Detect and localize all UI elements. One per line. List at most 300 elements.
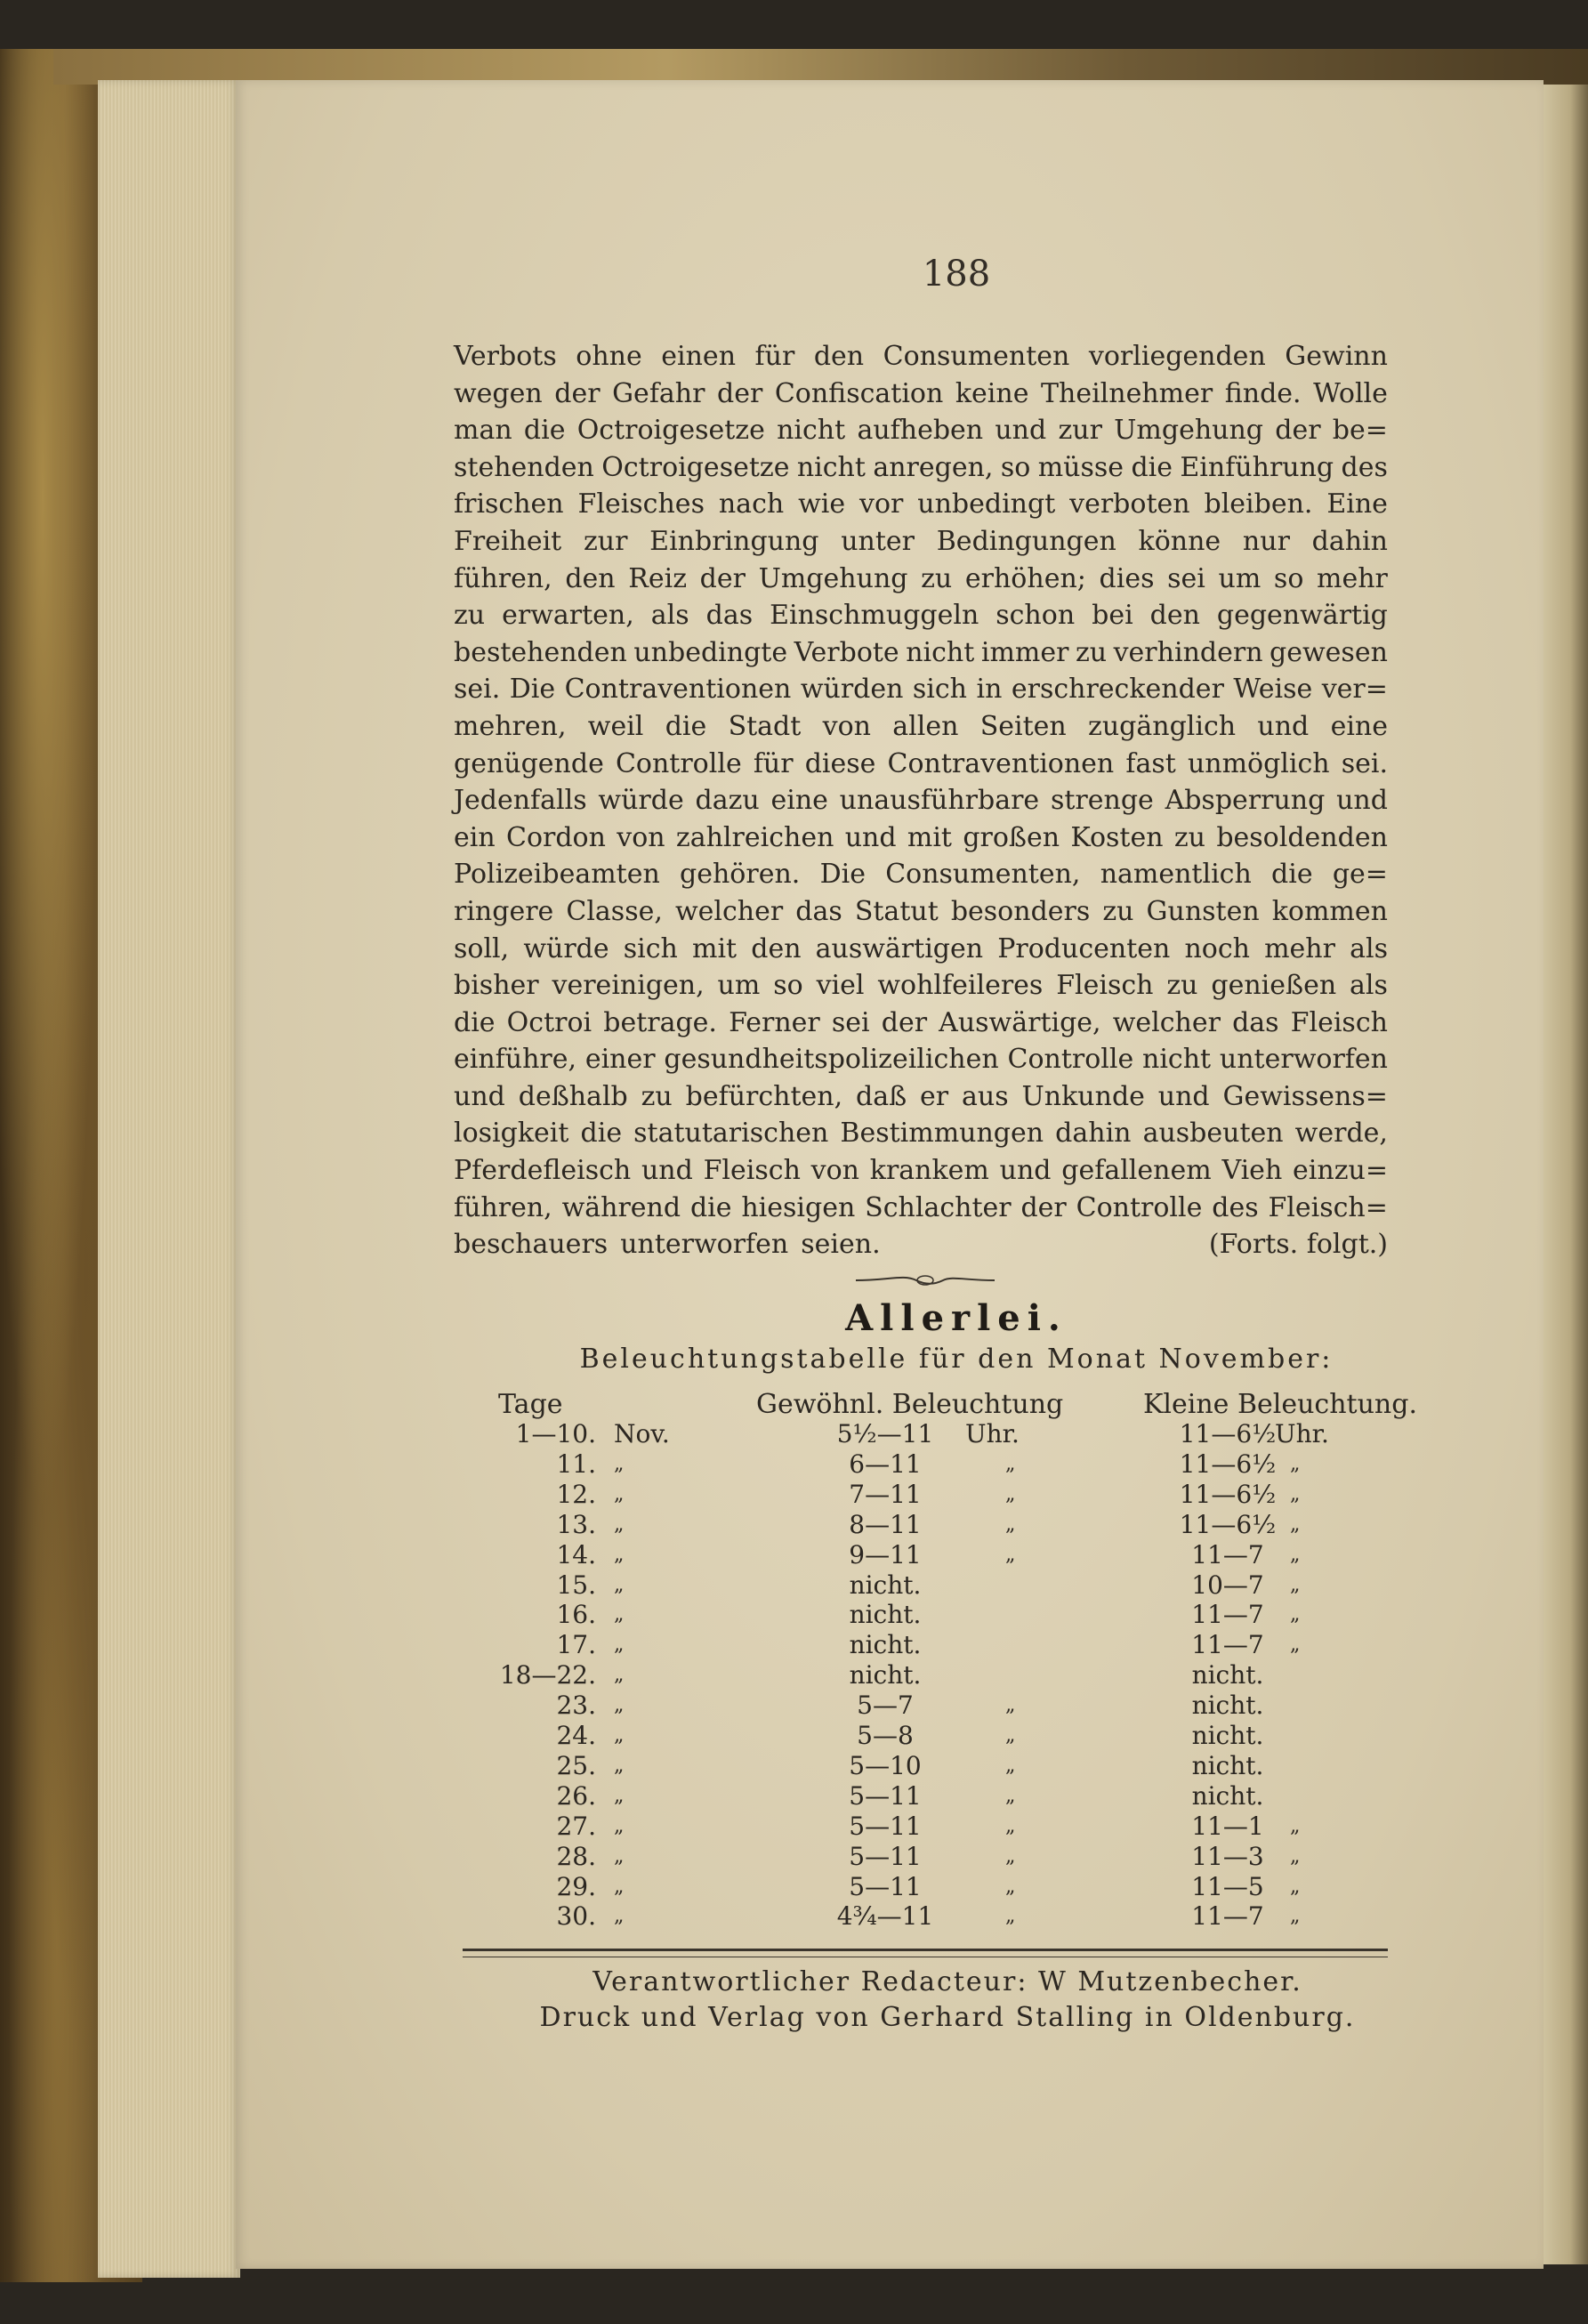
- continuation-note: (Forts. folgt.): [1208, 1229, 1388, 1261]
- word: kommen: [1271, 895, 1388, 927]
- word: führen,: [454, 1191, 552, 1223]
- row-regular-time: 4¾—11: [836, 1901, 934, 1932]
- row-regular-time: 5—11: [849, 1811, 922, 1841]
- row-small-time: nicht.: [1191, 1691, 1264, 1721]
- word: nicht: [796, 451, 866, 483]
- row-regular-time: 5—8: [857, 1721, 914, 1750]
- row-regular-time: 5—7: [857, 1691, 914, 1721]
- word: von: [822, 710, 871, 742]
- word: sei: [1167, 562, 1205, 594]
- word: aus: [962, 1080, 1009, 1112]
- row-regular-suffix: „: [1005, 1875, 1016, 1898]
- word: be=: [1332, 415, 1388, 447]
- row-month: „: [614, 1513, 625, 1536]
- row-small-time: 11—6½: [1179, 1419, 1277, 1448]
- word: und: [1336, 785, 1388, 817]
- row-regular-suffix: „: [1005, 1482, 1016, 1505]
- footer-rule: [463, 1949, 1388, 1957]
- row-day: 25.: [556, 1750, 596, 1780]
- word: weil: [587, 710, 644, 742]
- word: würde: [523, 932, 609, 964]
- word: führen,: [454, 562, 552, 594]
- word: Unkunde: [1021, 1080, 1145, 1112]
- word: den: [1149, 600, 1200, 632]
- row-day: 24.: [556, 1721, 596, 1750]
- word: unbedingt: [917, 488, 1056, 520]
- word: Cordon: [505, 821, 606, 853]
- row-regular-time: nicht.: [849, 1660, 922, 1691]
- word: besoldenden: [1216, 821, 1388, 853]
- word: Umgehung: [758, 562, 908, 594]
- word: Gefahr: [612, 377, 705, 409]
- row-day: 13.: [556, 1509, 596, 1539]
- row-regular-suffix: Uhr.: [965, 1419, 1020, 1448]
- word: erschreckender: [1011, 674, 1224, 706]
- word: deßhalb: [518, 1080, 628, 1112]
- word: Eine: [1326, 488, 1388, 520]
- row-day: 1—10.: [515, 1419, 596, 1448]
- word: sich: [912, 674, 968, 706]
- word: Einbringung: [649, 525, 819, 557]
- row-regular-suffix: „: [1005, 1724, 1016, 1747]
- word: nach: [718, 488, 785, 520]
- row-small-suffix: „: [1290, 1844, 1301, 1868]
- word: nicht: [777, 415, 846, 447]
- row-small-time: 11—1: [1191, 1811, 1264, 1841]
- word: den: [751, 932, 802, 964]
- row-month: „: [614, 1634, 625, 1657]
- word: für: [753, 747, 794, 779]
- word: sei: [831, 1006, 870, 1038]
- row-small-time: 11—6½: [1179, 1479, 1277, 1509]
- word: soll,: [454, 932, 510, 964]
- word: mehr: [1317, 562, 1388, 594]
- word: betrage.: [603, 1006, 717, 1038]
- row-day: 17.: [556, 1630, 596, 1660]
- word: vereinigen,: [552, 970, 705, 1002]
- word: krankem: [869, 1155, 989, 1187]
- word: vorliegenden: [1088, 341, 1266, 372]
- word: losigkeit: [454, 1118, 569, 1150]
- word: finde.: [1224, 377, 1302, 409]
- word: diese: [804, 747, 876, 779]
- row-small-suffix: „: [1290, 1875, 1301, 1898]
- row-small-suffix: „: [1290, 1482, 1301, 1505]
- word: die: [1271, 859, 1313, 891]
- row-day: 12.: [556, 1479, 596, 1509]
- row-small-suffix: „: [1290, 1452, 1301, 1475]
- row-day: 26.: [556, 1780, 596, 1811]
- word: Schlachter: [865, 1191, 1012, 1223]
- row-small-time: 11—6½: [1179, 1448, 1277, 1479]
- word: des: [1341, 451, 1388, 483]
- row-day: 30.: [556, 1901, 596, 1932]
- word: bisher: [454, 970, 539, 1002]
- row-regular-suffix: „: [1005, 1754, 1016, 1777]
- word: mit: [907, 821, 952, 853]
- word: gegenwärtig: [1216, 600, 1388, 632]
- row-month: Nov.: [614, 1419, 670, 1448]
- word: dazu: [695, 785, 760, 817]
- word: unmöglich: [1187, 747, 1330, 779]
- word: Absperrung: [1165, 785, 1326, 817]
- row-regular-time: 5—10: [849, 1750, 922, 1780]
- row-day: 23.: [556, 1691, 596, 1721]
- row-regular-time: 7—11: [849, 1479, 922, 1509]
- row-regular-time: 5—11: [849, 1841, 922, 1871]
- word: Classe,: [566, 895, 663, 927]
- row-regular-suffix: „: [1005, 1905, 1016, 1928]
- row-month: „: [614, 1844, 625, 1868]
- row-regular-suffix: „: [1005, 1844, 1016, 1868]
- word: werde,: [1294, 1118, 1388, 1150]
- word: zu: [641, 1080, 673, 1112]
- word: gehören.: [680, 859, 801, 891]
- word: Polizeibeamten: [454, 859, 660, 891]
- word: bei: [1092, 600, 1133, 632]
- row-month: „: [614, 1694, 625, 1717]
- word: der: [881, 1006, 928, 1038]
- word: gewesen: [1270, 636, 1388, 668]
- word: einen: [661, 341, 737, 372]
- word: Bedingungen: [936, 525, 1116, 557]
- word: als: [650, 600, 689, 632]
- word: ein: [454, 821, 496, 853]
- word: und: [1157, 1080, 1210, 1112]
- word: Ferner: [729, 1006, 820, 1038]
- word: der: [717, 377, 763, 409]
- word: Fleisch: [1056, 970, 1154, 1002]
- word: seien.: [801, 1229, 881, 1261]
- row-month: „: [614, 1875, 625, 1898]
- row-small-time: 11—7: [1191, 1539, 1264, 1570]
- word: Octroigesetze: [601, 451, 790, 483]
- word: verhindern: [1113, 636, 1263, 668]
- word: dahin: [1311, 525, 1388, 557]
- word: stehenden: [454, 451, 594, 483]
- word: und: [641, 1155, 693, 1187]
- word: das: [1232, 1006, 1279, 1038]
- word: um: [717, 970, 761, 1002]
- word: Theilnehmer: [1040, 377, 1213, 409]
- footer-editor: Verantwortlicher Redacteur: W Mutzenbecher.: [592, 1966, 1302, 1997]
- word: um: [1218, 562, 1262, 594]
- word: Confiscation: [774, 377, 944, 409]
- word: er: [920, 1080, 949, 1112]
- row-month: „: [614, 1724, 625, 1747]
- word: Wolle: [1313, 377, 1388, 409]
- word: Kosten: [1070, 821, 1164, 853]
- row-regular-time: nicht.: [849, 1600, 922, 1630]
- word: Vieh: [1221, 1155, 1283, 1187]
- word: Verbote: [794, 636, 899, 668]
- word: gesundheitspolizeilichen: [664, 1044, 999, 1076]
- word: Einführung: [1180, 451, 1334, 483]
- row-day: 18—22.: [499, 1660, 596, 1691]
- row-small-time: 11—3: [1191, 1841, 1264, 1871]
- word: der: [699, 562, 746, 594]
- row-day: 27.: [556, 1811, 596, 1841]
- word: der: [1275, 415, 1321, 447]
- word: so: [773, 970, 803, 1002]
- row-month: „: [614, 1905, 625, 1928]
- word: Fleisch: [703, 1155, 801, 1187]
- word: viel: [816, 970, 865, 1002]
- row-regular-time: 6—11: [849, 1448, 922, 1479]
- word: Die: [819, 859, 866, 891]
- word: frischen: [454, 488, 564, 520]
- word: Reiz: [628, 562, 688, 594]
- word: zur: [583, 525, 628, 557]
- word: und: [999, 1155, 1052, 1187]
- row-small-suffix: „: [1290, 1905, 1301, 1928]
- word: großen: [963, 821, 1060, 853]
- word: aufheben: [857, 415, 984, 447]
- row-month: „: [614, 1664, 625, 1687]
- word: den: [813, 341, 865, 372]
- word: würde: [598, 785, 684, 817]
- word: der: [554, 377, 601, 409]
- word: Gunsten: [1146, 895, 1260, 927]
- word: besonders: [950, 895, 1091, 927]
- word: genießen: [1211, 970, 1337, 1002]
- word: für: [754, 341, 795, 372]
- word: als: [1350, 970, 1388, 1002]
- word: unausführbare: [839, 785, 1040, 817]
- word: Weise: [1233, 674, 1313, 706]
- word: ge=: [1332, 859, 1388, 891]
- word: der: [1020, 1191, 1067, 1223]
- row-regular-suffix: „: [1005, 1784, 1016, 1807]
- row-small-suffix: Uhr.: [1275, 1419, 1329, 1448]
- word: zu: [454, 600, 486, 632]
- word: von: [810, 1155, 859, 1187]
- row-month: „: [614, 1754, 625, 1777]
- word: Die: [509, 674, 556, 706]
- word: eine: [770, 785, 828, 817]
- row-small-time: 11—7: [1191, 1901, 1264, 1932]
- word: zugänglich: [1088, 710, 1237, 742]
- word: Controlle: [1007, 1044, 1134, 1076]
- word: so: [1000, 451, 1031, 483]
- row-month: „: [614, 1482, 625, 1505]
- word: zu: [1075, 636, 1108, 668]
- word: die: [1131, 451, 1173, 483]
- word: mehren,: [454, 710, 567, 742]
- row-day: 15.: [556, 1570, 596, 1600]
- word: dies: [1099, 562, 1155, 594]
- row-small-suffix: „: [1290, 1814, 1301, 1837]
- word: Contraventionen: [887, 747, 1115, 779]
- word: zu: [1166, 970, 1198, 1002]
- word: sei.: [454, 674, 501, 706]
- row-regular-suffix: „: [1005, 1452, 1016, 1475]
- word: Consumenten,: [885, 859, 1081, 891]
- word: als: [1350, 932, 1388, 964]
- word: Freiheit: [454, 525, 562, 557]
- word: Bestimmungen: [840, 1118, 1044, 1150]
- row-small-suffix: „: [1290, 1573, 1301, 1596]
- word: Umgehung: [1114, 415, 1263, 447]
- row-month: „: [614, 1452, 625, 1475]
- word: noch: [1184, 932, 1250, 964]
- word: mit: [692, 932, 738, 964]
- word: das: [705, 600, 754, 632]
- word: unter: [841, 525, 915, 557]
- word: sich: [623, 932, 678, 964]
- row-day: 11.: [556, 1448, 596, 1479]
- word: fast: [1125, 747, 1176, 779]
- row-day: 28.: [556, 1841, 596, 1871]
- word: strenge: [1050, 785, 1154, 817]
- word: auswärtigen: [815, 932, 984, 964]
- row-regular-suffix: „: [1005, 1513, 1016, 1536]
- word: so: [1273, 562, 1304, 594]
- header-days: Tage: [498, 1389, 563, 1420]
- word: Auswärtige,: [939, 1006, 1101, 1038]
- word: erhöhen;: [964, 562, 1086, 594]
- word: Octroi: [506, 1006, 592, 1038]
- word: bleiben.: [1204, 488, 1313, 520]
- word: ringere: [454, 895, 554, 927]
- word: und: [454, 1080, 505, 1112]
- row-regular-time: nicht.: [849, 1570, 922, 1600]
- row-small-time: 11—6½: [1179, 1509, 1277, 1539]
- word: einführe,: [454, 1044, 577, 1076]
- word: Consumenten: [883, 341, 1070, 372]
- word: keine: [955, 377, 1029, 409]
- word: Jedenfalls: [454, 785, 587, 817]
- word: während: [561, 1191, 681, 1223]
- word: müsse: [1037, 451, 1124, 483]
- row-regular-time: 9—11: [849, 1539, 922, 1570]
- word: die: [689, 1191, 732, 1223]
- word: unbedingte: [633, 636, 788, 668]
- word: mehr: [1264, 932, 1335, 964]
- word: namentlich: [1100, 859, 1252, 891]
- word: erwarten,: [502, 600, 634, 632]
- word: nicht: [906, 636, 975, 668]
- section-title: Allerlei.: [845, 1297, 1068, 1339]
- word: zahlreichen: [675, 821, 834, 853]
- word: nur: [1242, 525, 1290, 557]
- row-regular-suffix: „: [1005, 1543, 1016, 1566]
- header-regular-lighting: Gewöhnl. Beleuchtung: [756, 1389, 1064, 1420]
- word: zu: [1102, 895, 1134, 927]
- row-regular-time: 5—11: [849, 1780, 922, 1811]
- row-regular-time: 8—11: [849, 1509, 922, 1539]
- row-day: 16.: [556, 1600, 596, 1630]
- row-small-time: nicht.: [1191, 1780, 1264, 1811]
- word: würden: [800, 674, 904, 706]
- word: Controlle: [615, 747, 742, 779]
- word: beschauers: [454, 1229, 609, 1261]
- word: Einschmuggeln: [770, 600, 979, 632]
- word: einer: [584, 1044, 656, 1076]
- row-small-time: nicht.: [1191, 1750, 1264, 1780]
- word: Pferdefleisch: [454, 1155, 632, 1187]
- word: die: [523, 415, 566, 447]
- word: anregen,: [873, 451, 994, 483]
- word: nicht: [1142, 1044, 1212, 1076]
- word: Gewissens=: [1222, 1080, 1388, 1112]
- word: wegen: [454, 377, 543, 409]
- word: die: [580, 1118, 623, 1150]
- word: zur: [1058, 415, 1102, 447]
- word: Verbots: [454, 341, 557, 372]
- word: und: [995, 415, 1047, 447]
- word: Fleisches: [577, 488, 705, 520]
- row-small-suffix: „: [1290, 1543, 1301, 1566]
- table-caption: Beleuchtungstabelle für den Monat November:: [579, 1344, 1334, 1375]
- word: Controlle: [1076, 1191, 1203, 1223]
- row-month: „: [614, 1814, 625, 1837]
- row-month: „: [614, 1543, 625, 1566]
- header-small-lighting: Kleine Beleuchtung.: [1143, 1389, 1417, 1420]
- row-month: „: [614, 1573, 625, 1596]
- row-month: „: [614, 1784, 625, 1807]
- word: und: [1257, 710, 1310, 742]
- word: welcher: [674, 895, 784, 927]
- row-small-time: nicht.: [1191, 1660, 1264, 1691]
- word: hiesigen: [741, 1191, 856, 1223]
- word: welcher: [1112, 1006, 1221, 1038]
- word: Statut: [854, 895, 939, 927]
- word: zu: [921, 562, 953, 594]
- word: Fleisch: [1290, 1006, 1388, 1038]
- word: den: [565, 562, 616, 594]
- word: befürchten,: [685, 1080, 843, 1112]
- word: Gewinn: [1285, 341, 1388, 372]
- word: könne: [1138, 525, 1221, 557]
- row-small-suffix: „: [1290, 1603, 1301, 1626]
- word: eine: [1330, 710, 1388, 742]
- word: des: [1212, 1191, 1259, 1223]
- word: daß: [856, 1080, 907, 1112]
- row-day: 14.: [556, 1539, 596, 1570]
- row-regular-time: nicht.: [849, 1630, 922, 1660]
- word: Fleisch=: [1268, 1191, 1388, 1223]
- word: in: [976, 674, 1003, 706]
- row-small-suffix: „: [1290, 1634, 1301, 1657]
- row-small-time: 11—5: [1191, 1871, 1264, 1901]
- word: unterworfen: [620, 1229, 789, 1261]
- word: Contraventionen: [564, 674, 792, 706]
- row-month: „: [614, 1603, 625, 1626]
- word: Seiten: [979, 710, 1067, 742]
- word: die: [665, 710, 707, 742]
- word: einzu=: [1293, 1155, 1388, 1187]
- word: wohlfeileres: [877, 970, 1044, 1002]
- word: allen: [892, 710, 959, 742]
- row-small-suffix: „: [1290, 1513, 1301, 1536]
- row-small-time: 11—7: [1191, 1630, 1264, 1660]
- word: Octroigesetze: [576, 415, 765, 447]
- word: die: [454, 1006, 496, 1038]
- word: verboten: [1069, 488, 1190, 520]
- word: Producenten: [997, 932, 1171, 964]
- word: schon: [996, 600, 1076, 632]
- word: von: [617, 821, 665, 853]
- footer-printer: Druck und Verlag von Gerhard Stalling in Oldenburg.: [539, 2002, 1356, 2033]
- word: ausbeuten: [1142, 1118, 1284, 1150]
- row-regular-time: 5½—11: [836, 1419, 934, 1448]
- row-regular-time: 5—11: [849, 1871, 922, 1901]
- row-small-time: 10—7: [1191, 1570, 1264, 1600]
- row-day: 29.: [556, 1871, 596, 1901]
- word: sei.: [1341, 747, 1388, 779]
- word: immer: [980, 636, 1069, 668]
